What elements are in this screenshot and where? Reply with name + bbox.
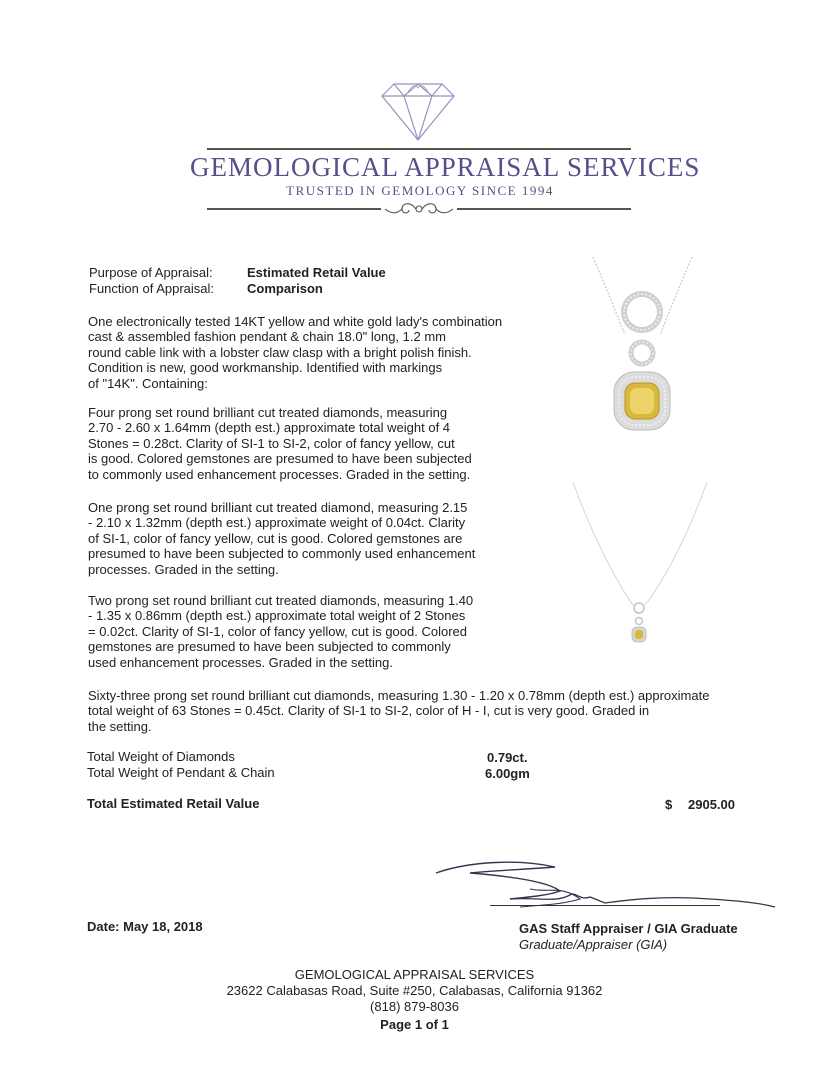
text-line: - 2.10 x 1.32mm (depth est.) approximate weight of 0.04ct. Clarity [88,515,466,531]
stones-paragraph-1 [88,405,472,482]
page-number: Page 1 of 1 [380,1017,449,1032]
signature-line [490,905,720,906]
text-line: of SI-1, color of fancy yellow, cut is good. Colored gemstones are [88,530,463,546]
text-line: = 0.02ct. Clarity of SI-1, color of fancy yellow, cut is good. Colored [88,623,467,639]
text-line: gemstones are presumed to have been subjected to commonly [88,639,451,655]
signer-title: Graduate/Appraiser (GIA) [519,937,668,952]
total-retail-value: 2905.00 [688,797,735,812]
footer-phone: (818) 879-8036 [370,999,459,1014]
function-value: Comparison [247,281,323,296]
purpose-value: Estimated Retail Value [247,265,386,280]
stones-paragraph-2 [88,500,475,577]
scroll-ornament-icon [381,199,457,219]
text-line: processes. Graded in the setting. [88,561,279,577]
purpose-label: Purpose of Appraisal: [89,265,213,280]
text-line: total weight of 63 Stones = 0.45ct. Clarity of SI-1 to SI-2, color of H - I, cut is very good. Graded in [88,703,650,719]
text-line: to commonly used enhancement processes. Graded in the setting. [88,466,471,482]
signer-name: GAS Staff Appraiser / GIA Graduate [519,921,738,936]
necklace-full-photo [565,480,715,655]
text-line: is good. Colored gemstones are presumed to have been subjected [88,451,472,467]
total-pendant-label: Total Weight of Pendant & Chain [87,765,275,780]
intro-paragraph [88,314,502,391]
text-line: Sixty-three prong set round brilliant cut diamonds, measuring 1.30 - 1.20 x 0.78mm (depth est.) approximate [88,688,710,703]
footer-address: 23622 Calabasas Road, Suite #250, Calabasas, California 91362 [226,983,603,998]
header-rule-top [207,148,631,150]
function-row [89,281,429,297]
header-rule-left [207,208,381,210]
text-line: of "14K". Containing: [88,375,208,391]
text-line: - 1.35 x 0.86mm (depth est.) approximate total weight of 2 Stones [88,608,466,624]
footer-company: GEMOLOGICAL APPRAISAL SERVICES [294,967,535,982]
text-line: used enhancement processes. Graded in the setting. [88,654,393,670]
total-retail-currency: $ [665,797,673,812]
stones-paragraph-4 [88,688,709,734]
diamond-logo-icon [378,82,458,144]
pendant-closeup-photo [585,255,700,440]
header-rule-right [457,208,631,210]
function-label: Function of Appraisal: [89,281,215,296]
stones-paragraph-3 [88,593,473,670]
text-line: round cable link with a lobster claw clasp with a bright polish finish. [88,344,472,360]
total-pendant-value: 6.00gm [485,766,530,781]
text-line: cast & assembled fashion pendant & chain 18.0" long, 1.2 mm [88,329,446,345]
text-line: 2.70 - 2.60 x 1.64mm (depth est.) approximate total weight of 4 [88,420,451,436]
text-line: Stones = 0.28ct. Clarity of SI-1 to SI-2, color of fancy yellow, cut [88,435,455,451]
text-line: One electronically tested 14KT yellow and white gold lady's combination [88,314,503,329]
appraisal-date: Date: May 18, 2018 [87,919,203,934]
total-retail-label: Total Estimated Retail Value [87,796,260,811]
total-diamonds-value: 0.79ct. [487,750,528,765]
text-line: Four prong set round brilliant cut treated diamonds, measuring [88,405,448,420]
total-diamonds-label: Total Weight of Diamonds [87,749,235,764]
text-line: Condition is new, good workmanship. Identified with markings [88,360,443,376]
company-tagline: TRUSTED IN GEMOLOGY SINCE 1994 [286,183,554,198]
text-line: Two prong set round brilliant cut treated diamonds, measuring 1.40 [88,593,474,608]
text-line: One prong set round brilliant cut treated diamond, measuring 2.15 [88,500,468,515]
text-line: presumed to have been subjected to commonly used enhancement [88,546,476,562]
purpose-row [89,265,429,281]
text-line: the setting. [88,718,152,734]
company-name: GEMOLOGICAL APPRAISAL SERVICES [190,152,701,182]
signature-scribble [430,855,780,925]
